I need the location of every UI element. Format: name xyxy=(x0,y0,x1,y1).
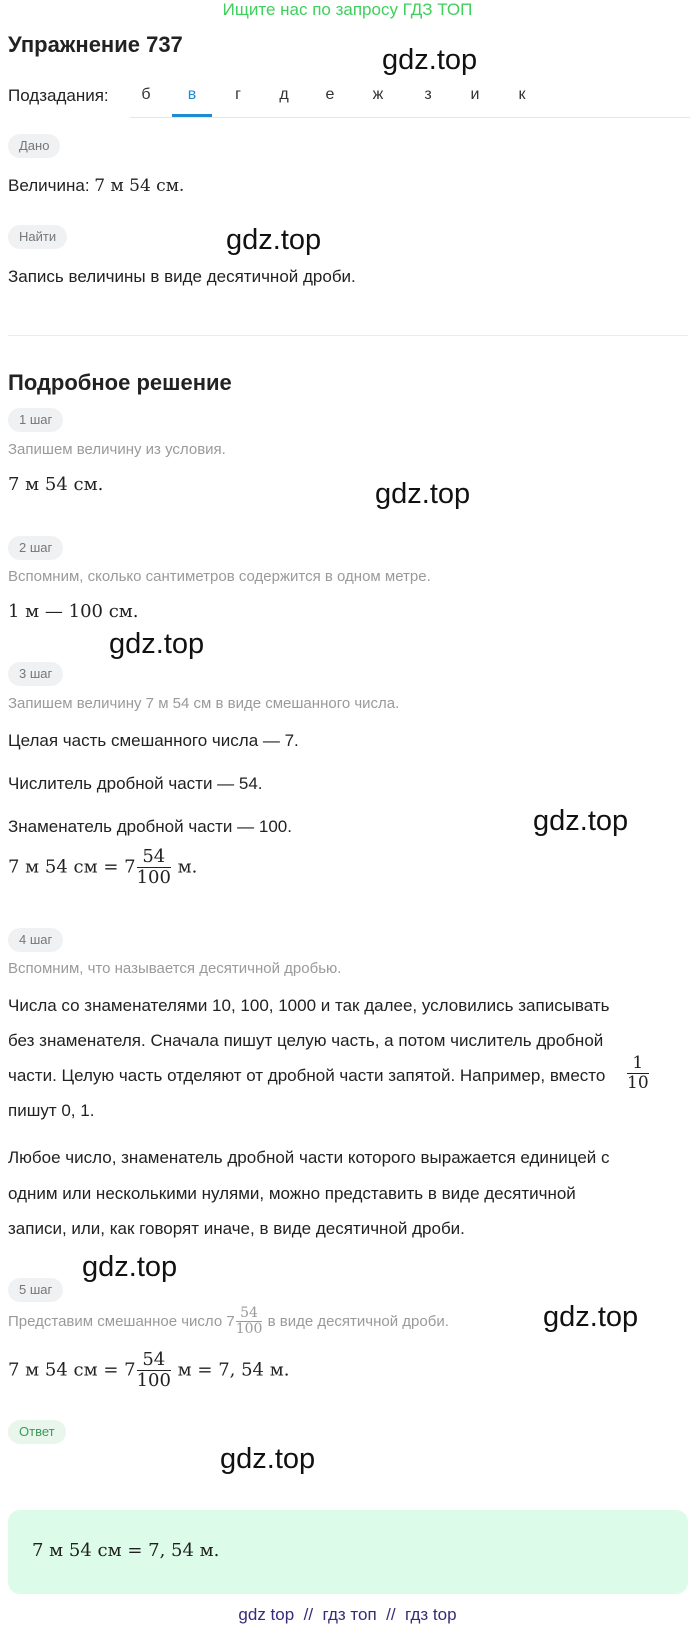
step-5-hint: Представим смешанное число 7 $\frac{54}{100}$ в виде десятичной дроби. xyxy=(8,1305,449,1338)
footer-link-1[interactable]: gdz top xyxy=(238,1605,295,1624)
subtasks-tabs xyxy=(130,80,690,118)
page-title: Упражнение 737 xyxy=(8,32,183,57)
find-text: Запись величины в виде десятичной дроби. xyxy=(8,267,356,286)
step-4-para1-line1: Числа со знаменателями 10, 100, 1000 и так далее, условились записывать xyxy=(8,996,610,1015)
step-3-formula: 7 м 54 см = 7 $\frac{54}{100}$ м. xyxy=(8,846,198,888)
watermark: gdz.top xyxy=(382,44,478,76)
tab-e[interactable]: е xyxy=(325,86,335,103)
step-4-para2-line2: одним или несколькими нулями, можно представить в виде десятичной xyxy=(8,1184,576,1203)
watermark: gdz.top xyxy=(533,805,629,837)
watermark: gdz.top xyxy=(375,478,471,510)
step-4-example-fraction: $\frac{1}{10}$ xyxy=(627,1053,649,1093)
tab-zh[interactable]: ж xyxy=(372,86,384,103)
step-5-formula: 7 м 54 см = 7 $\frac{54}{100}$ м = 7, 54 м. xyxy=(8,1349,290,1391)
divider xyxy=(8,335,688,336)
step-3-line-1: Целая часть смешанного числа — 7. xyxy=(8,731,299,750)
solution-title: Подробное решение xyxy=(8,370,232,395)
step-4-para2-line3: записи, или, как говорят иначе, в виде десятичной дроби. xyxy=(8,1219,465,1238)
tab-d[interactable]: д xyxy=(279,86,289,103)
tab-k[interactable]: к xyxy=(518,86,526,103)
watermark: gdz.top xyxy=(82,1251,178,1283)
find-pill: Найти xyxy=(8,225,67,249)
tab-z[interactable]: з xyxy=(424,86,432,103)
tab-v[interactable]: в xyxy=(187,86,197,103)
step-4-para1-line2: без знаменателя. Сначала пишут целую часть, а потом числитель дробной xyxy=(8,1031,604,1050)
step-5-pill: 5 шаг xyxy=(8,1278,63,1302)
step-3-hint: Запишем величину 7 м 54 см в виде смешанного числа. xyxy=(8,695,400,712)
step-1-pill: 1 шаг xyxy=(8,408,63,432)
watermark: gdz.top xyxy=(220,1443,316,1475)
answer-text: 7 м 54 см = 7, 54 м. xyxy=(32,1540,220,1561)
given-text: Величина: 7 м 54 см. xyxy=(8,176,185,196)
step-4-pill: 4 шаг xyxy=(8,928,63,952)
answer-box xyxy=(8,1510,688,1594)
footer-separator: // xyxy=(386,1605,396,1624)
tab-g[interactable]: г xyxy=(235,86,241,103)
step-3-line-2: Числитель дробной части — 54. xyxy=(8,774,263,793)
watermark: gdz.top xyxy=(543,1301,639,1333)
search-banner[interactable]: Ищите нас по запросу ГДЗ ТОП xyxy=(222,0,473,19)
tab-i[interactable]: и xyxy=(470,86,480,103)
step-1-hint: Запишем величину из условия. xyxy=(8,441,226,458)
step-4-para1-line3: части. Целую часть отделяют от дробной части запятой. Например, вместо xyxy=(8,1066,606,1085)
given-pill: Дано xyxy=(8,134,60,158)
watermark: gdz.top xyxy=(226,224,322,256)
active-tab-indicator xyxy=(172,114,212,117)
step-4-para1-end: пишут 0, 1. xyxy=(8,1101,95,1120)
step-4-para2-line1: Любое число, знаменатель дробной части которого выражается единицей с xyxy=(8,1148,610,1167)
footer-separator: // xyxy=(303,1605,314,1624)
tab-b[interactable]: б xyxy=(141,86,151,103)
subtasks-label: Подзадания: xyxy=(8,86,109,105)
step-2-line: 1 м — 100 см. xyxy=(8,601,139,622)
answer-pill: Ответ xyxy=(8,1420,66,1444)
step-3-line-3: Знаменатель дробной части — 100. xyxy=(8,817,292,836)
footer-link-3[interactable]: гдз top xyxy=(405,1605,457,1624)
footer-links xyxy=(0,1605,695,1625)
step-3-pill: 3 шаг xyxy=(8,662,63,686)
step-4-hint: Вспомним, что называется десятичной дробью. xyxy=(8,960,342,977)
step-2-pill: 2 шаг xyxy=(8,536,63,560)
footer-link-2[interactable]: гдз топ xyxy=(322,1605,377,1624)
watermark: gdz.top xyxy=(109,628,205,660)
step-1-line: 7 м 54 см. xyxy=(8,474,104,495)
step-2-hint: Вспомним, сколько сантиметров содержится в одном метре. xyxy=(8,568,431,585)
